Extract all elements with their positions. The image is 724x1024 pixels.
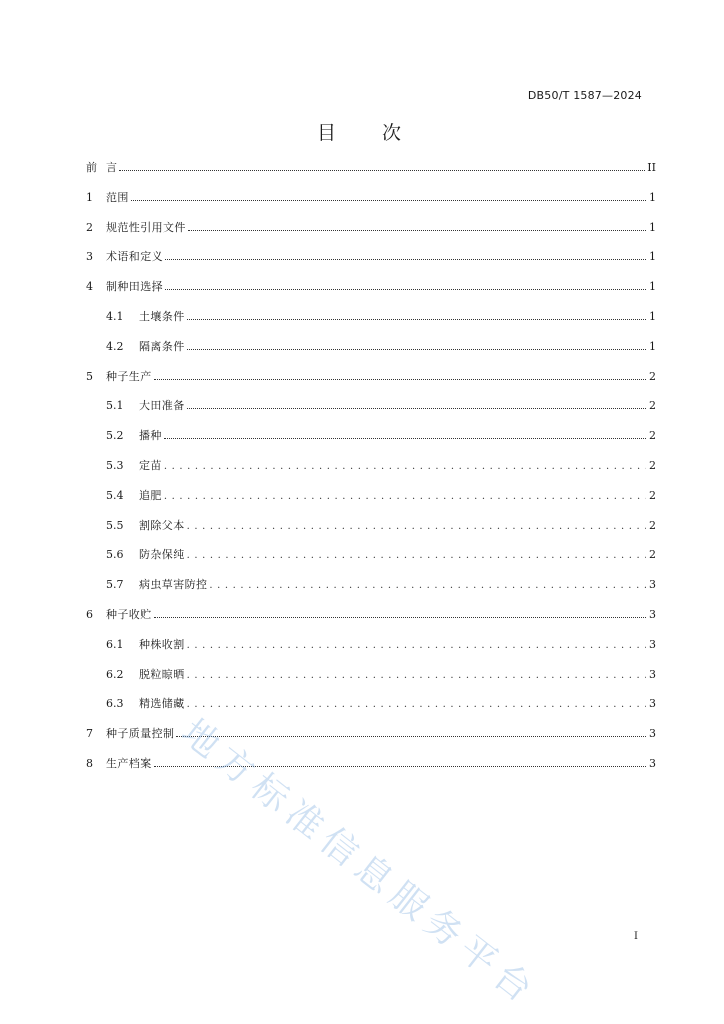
page-title: 目 次 <box>316 122 422 144</box>
toc-entry-number: 8 <box>86 756 93 770</box>
toc-entry-page: 2 <box>649 488 656 502</box>
toc-entry-label: 播种 <box>139 429 162 443</box>
toc-entry-label: 规范性引用文件 <box>106 220 186 234</box>
toc-entry[interactable] <box>86 694 656 724</box>
toc-entry[interactable] <box>86 754 656 784</box>
toc-entry-label: 种子质量控制 <box>106 727 175 741</box>
toc-entry[interactable] <box>86 635 656 665</box>
toc-entry-label: 术语和定义 <box>106 250 163 264</box>
toc-entry[interactable] <box>86 426 656 456</box>
toc-entry[interactable] <box>86 396 656 426</box>
toc-entry-page: 1 <box>649 250 656 264</box>
toc-entry-label: 防杂保纯 <box>139 548 185 562</box>
toc-entry-number: 5.2 <box>106 429 124 443</box>
toc-entry[interactable] <box>86 724 656 754</box>
toc-entry-page: 2 <box>649 429 656 443</box>
toc-entry-number: 前 <box>86 161 97 174</box>
toc-leader-dots <box>154 755 646 767</box>
toc-entry-number: 5 <box>86 369 93 383</box>
toc-entry-number: 5.1 <box>106 399 124 413</box>
toc-leader-dots <box>187 666 646 686</box>
toc-entry-label: 范围 <box>106 190 129 204</box>
toc-entry-page: 1 <box>649 220 656 234</box>
toc-entry-label: 病虫草害防控 <box>139 578 208 592</box>
toc-entry-page: 1 <box>649 280 656 294</box>
toc-leader-dots <box>187 338 646 350</box>
toc-entry-page: 3 <box>649 727 656 741</box>
toc-entry-number: 6.3 <box>106 697 124 711</box>
toc-entry-number: 5.4 <box>106 488 124 502</box>
toc-entry-label: 种子收贮 <box>106 607 152 621</box>
watermark: 地方标准信息服务平台 <box>173 711 546 1015</box>
toc-leader-dots <box>154 368 646 380</box>
toc-entry-page: 3 <box>649 667 656 681</box>
toc-entry-number: 2 <box>86 220 93 234</box>
toc-leader-dots <box>188 219 646 231</box>
toc-entry-label: 种株收割 <box>139 637 185 651</box>
toc-entry-page: 2 <box>649 369 656 383</box>
toc-entry-page: 3 <box>649 607 656 621</box>
toc-entry-label: 言 <box>106 161 118 174</box>
toc-leader-dots <box>187 695 646 715</box>
toc-leader-dots <box>209 576 646 596</box>
toc-entry[interactable] <box>86 188 656 218</box>
toc-entry-page: 1 <box>649 309 656 323</box>
toc-leader-dots <box>154 606 646 618</box>
toc-entry-page: 2 <box>649 399 656 413</box>
toc-entry[interactable] <box>86 218 656 248</box>
toc-leader-dots <box>165 278 646 290</box>
toc-leader-dots <box>164 457 646 477</box>
toc-entry-number: 4.2 <box>106 339 124 353</box>
toc-entry-number: 5.7 <box>106 578 124 592</box>
toc-entry-label: 大田准备 <box>139 399 185 413</box>
toc-entry-number: 1 <box>86 190 93 204</box>
toc-entry-page: 2 <box>649 548 656 562</box>
toc-entry-number: 4.1 <box>106 309 124 323</box>
toc-entry-page: 3 <box>649 637 656 651</box>
toc-entry-label: 定苗 <box>139 458 162 472</box>
toc-entry[interactable] <box>86 158 656 188</box>
toc-leader-dots <box>119 159 645 171</box>
toc-entry-number: 5.3 <box>106 458 124 472</box>
table-of-contents <box>86 158 656 784</box>
toc-entry-page: 3 <box>649 697 656 711</box>
toc-entry[interactable] <box>86 277 656 307</box>
toc-entry[interactable] <box>86 486 656 516</box>
toc-entry-page: 3 <box>649 756 656 770</box>
toc-entry-number: 4 <box>86 280 93 294</box>
toc-entry[interactable] <box>86 545 656 575</box>
page-number: I <box>634 931 638 942</box>
toc-entry-label: 土壤条件 <box>139 309 185 323</box>
toc-entry-label: 种子生产 <box>106 369 152 383</box>
toc-entry-page: 2 <box>649 458 656 472</box>
toc-entry-number: 6 <box>86 607 93 621</box>
toc-entry-label: 生产档案 <box>106 756 152 770</box>
toc-entry[interactable] <box>86 456 656 486</box>
toc-entry[interactable] <box>86 516 656 546</box>
toc-leader-dots <box>187 308 646 320</box>
toc-leader-dots <box>187 397 646 409</box>
toc-entry-page: 2 <box>649 518 656 532</box>
toc-leader-dots <box>164 427 646 439</box>
toc-entry[interactable] <box>86 247 656 277</box>
toc-entry-number: 3 <box>86 250 93 264</box>
toc-leader-dots <box>131 189 646 201</box>
toc-entry-number: 7 <box>86 727 93 741</box>
toc-entry[interactable] <box>86 307 656 337</box>
toc-leader-dots <box>164 487 646 507</box>
toc-entry-label: 追肥 <box>139 488 162 502</box>
toc-entry-page: 1 <box>649 339 656 353</box>
toc-leader-dots <box>165 248 646 260</box>
toc-entry[interactable] <box>86 337 656 367</box>
toc-entry-number: 6.1 <box>106 637 124 651</box>
toc-entry[interactable] <box>86 367 656 397</box>
toc-leader-dots <box>187 636 646 656</box>
toc-entry[interactable] <box>86 665 656 695</box>
toc-entry-page: 3 <box>649 578 656 592</box>
toc-entry-label: 割除父本 <box>139 518 185 532</box>
toc-entry-page: 1 <box>649 190 656 204</box>
toc-entry-label: 制种田选择 <box>106 280 163 294</box>
toc-entry-number: 5.6 <box>106 548 124 562</box>
toc-entry-page: II <box>647 161 656 174</box>
toc-leader-dots <box>187 546 646 566</box>
toc-leader-dots <box>176 725 646 737</box>
toc-entry-label: 隔离条件 <box>139 339 185 353</box>
toc-entry-number: 5.5 <box>106 518 124 532</box>
toc-entry-label: 脱粒晾晒 <box>139 667 185 681</box>
toc-entry-label: 精选储藏 <box>139 697 185 711</box>
document-code: DB50/T 1587—2024 <box>527 89 642 102</box>
toc-entry[interactable] <box>86 605 656 635</box>
toc-entry[interactable] <box>86 575 656 605</box>
toc-leader-dots <box>187 517 646 537</box>
toc-entry-number: 6.2 <box>106 667 124 681</box>
